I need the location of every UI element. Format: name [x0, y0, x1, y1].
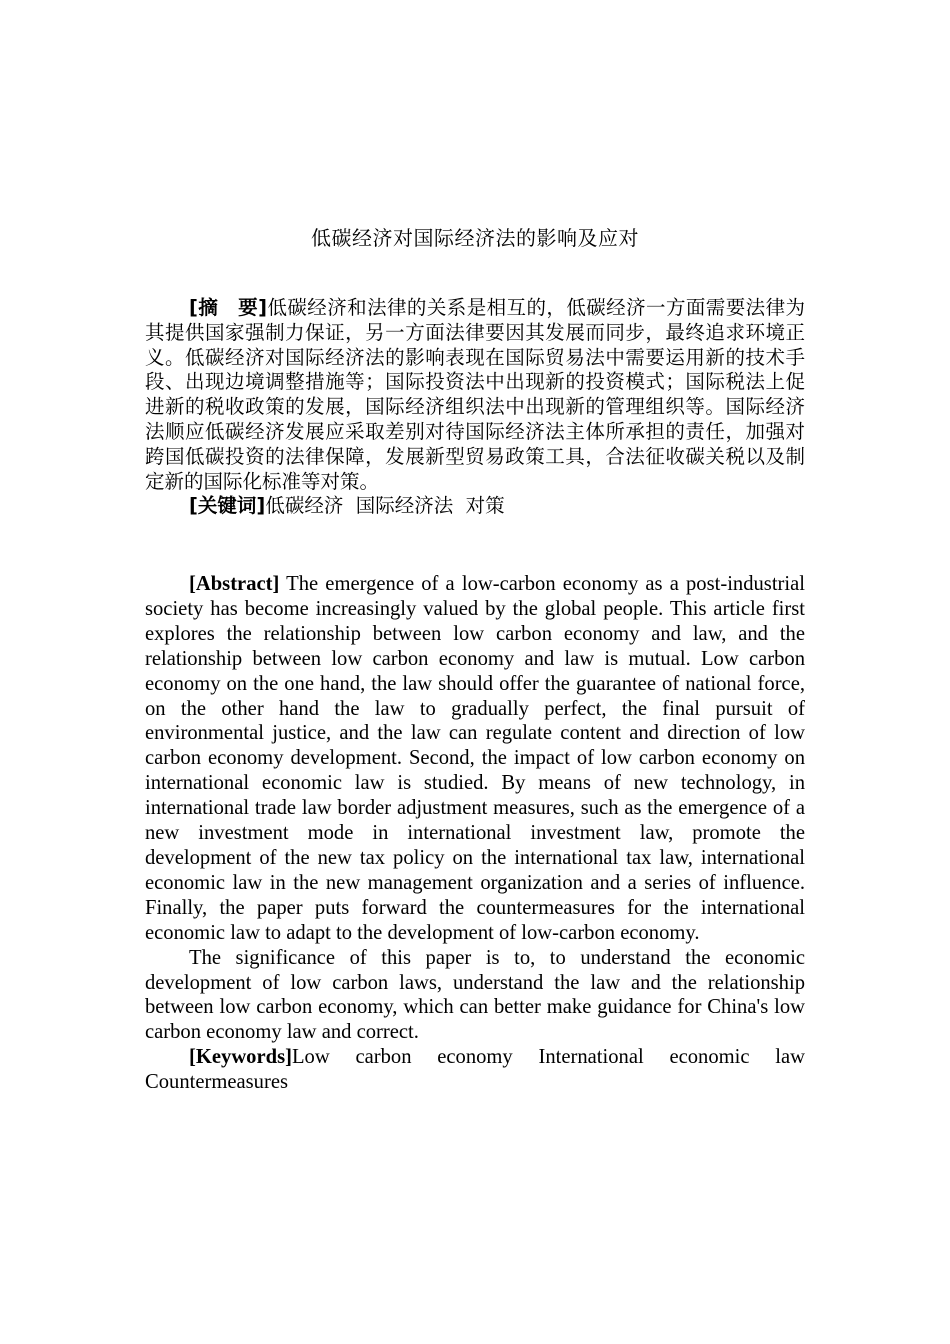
paper-title: 低碳经济对国际经济法的影响及应对 [311, 226, 639, 250]
english-abstract-text: The emergence of a low-carbon economy as a post-industrial society has become increasingly valued by the global people. This article first explores the relationship between low carbon economy and law, and the relationship between low carbon economy and law is mutual. Low carbon economy on the one hand, the law should offer the guarantee of national force, on the other hand the law to gradually perfect, the final pursuit of environmental justice, and the law can regulate content and direction of low carbon economy development. Second, the impact of low carbon economy on international economic law is studied. By means of new technology, in international trade law border adjustment measures, such as the emergence of a new investment mode in international investment law, promote the development of the new tax policy on the international tax law, international economic law in the new management organization and a series of influence. Finally, the paper puts forward the countermeasures for the international economic law to adapt to the development of low-carbon economy. [145, 573, 805, 944]
chinese-abstract-label: [摘 要] [189, 296, 268, 319]
english-abstract [145, 572, 805, 946]
chinese-abstract [145, 296, 805, 494]
english-keywords [145, 1045, 805, 1095]
chinese-abstract-text: 低碳经济和法律的关系是相互的，低碳经济一方面需要法律为其提供国家强制力保证，另一方面法律要因其发展而同步，最终追求环境正义。低碳经济对国际经济法的影响表现在国际贸易法中需要运用新的技术手段、出现边境调整措施等；国际投资法中出现新的投资模式；国际税法上促进新的税收政策的发展，国际经济组织法中出现新的管理组织等。国际经济法顺应低碳经济发展应采取差别对待国际经济法主体所承担的责任，加强对跨国低碳投资的法律保障，发展新型贸易政策工具，合法征收碳关税以及制定新的国际化标准等对策。 [145, 296, 805, 493]
english-keywords-label: [Keywords] [189, 1046, 292, 1069]
english-abstract-section [145, 572, 805, 1095]
english-keywords-text: Low carbon economy International economic law Countermeasures [145, 1046, 805, 1094]
chinese-keywords [145, 494, 805, 519]
english-abstract-label: [Abstract] [189, 573, 280, 595]
english-significance: The significance of this paper is to, to understand the economic development of low carbon laws, understand the law and the relationship between low carbon economy, which can better make guidance for China's low carbon economy law and correct. [145, 946, 805, 1044]
chinese-keywords-text: 低碳经济 国际经济法 对策 [265, 494, 505, 518]
chinese-abstract-section [145, 296, 805, 519]
chinese-keywords-label: [关键词] [189, 494, 266, 518]
